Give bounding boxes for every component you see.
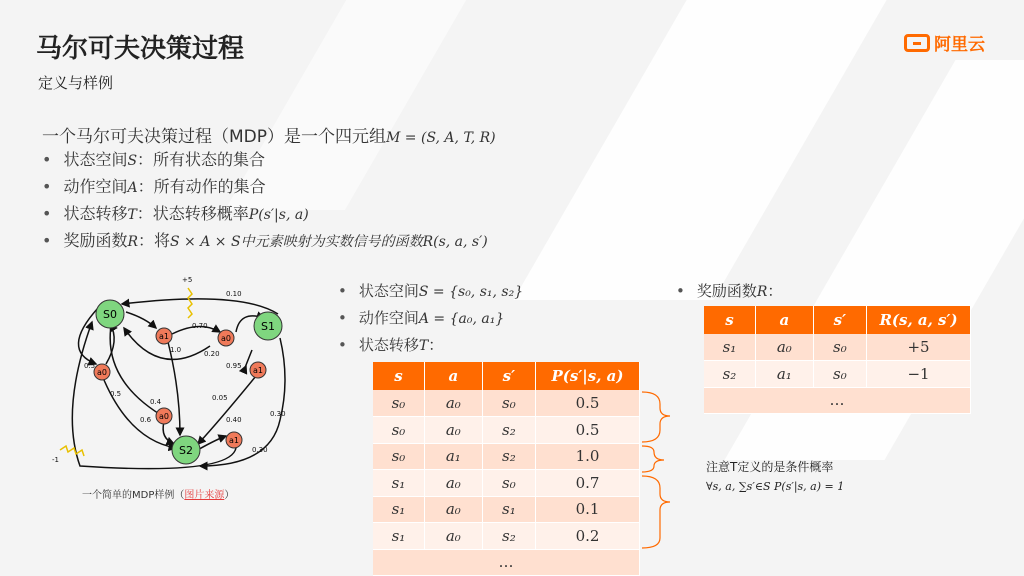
note-text: 注意T定义的是条件概率: [706, 460, 834, 474]
definition-state-space: • 状态空间S：所有状态的集合: [42, 147, 488, 174]
column-header: a: [424, 362, 482, 390]
example-state-space: • 状态空间S = {s₀, s₁, s₂}: [338, 278, 523, 305]
state-node-s1: S1: [261, 320, 275, 333]
state-node-s0: S0: [103, 308, 117, 321]
table-header-row: [373, 362, 640, 390]
table-header-row: [704, 306, 971, 334]
edge-label: 0.20: [204, 350, 220, 358]
edge-label: 0.4: [150, 398, 162, 406]
intro-text: 一个马尔可夫决策过程（MDP）是一个四元组: [42, 127, 387, 147]
grouping-brace: [640, 390, 676, 550]
definition-action-space: • 动作空间A：所有动作的集合: [42, 174, 488, 201]
action-node-a1: a1: [253, 366, 263, 375]
table-row-ellipsis: …: [704, 387, 971, 414]
column-header: P(s′|s, a): [536, 362, 640, 390]
definition-transition: • 状态转移T：状态转移概率P(s′|s, a): [42, 201, 488, 228]
logo-text: 阿里云: [934, 35, 985, 55]
table-row: s₁ a₀ s₂ 0.2: [373, 523, 640, 550]
action-node-a1: a1: [159, 332, 169, 341]
action-node-a0: a0: [97, 368, 107, 377]
state-node-s2: S2: [179, 444, 193, 457]
diagram-caption: 一个简单的MDP样例（图片来源）: [82, 490, 235, 501]
table-row-ellipsis: …: [373, 549, 640, 576]
aliyun-logo-icon: [904, 34, 930, 52]
action-node-a0: a0: [159, 412, 169, 421]
aliyun-logo: [904, 30, 985, 55]
table-row: s₀ a₁ s₂ 1.0: [373, 443, 640, 470]
table-row: s₁ a₀ s₀ +5: [704, 334, 971, 361]
bg-stripe: [513, 0, 886, 300]
definition-list: [42, 147, 488, 255]
edge-label: 1.0: [170, 346, 182, 354]
image-source-link[interactable]: 图片来源: [184, 490, 225, 501]
reward-table: [704, 306, 971, 414]
table-row: s₁ a₀ s₁ 0.1: [373, 496, 640, 523]
edge-label: 0.6: [140, 416, 152, 424]
edge-label: 0.30: [270, 410, 286, 418]
example-list: [338, 278, 523, 359]
transition-table: [373, 362, 640, 576]
note-formula: ∀s, a, ∑s′∈S P(s′|s, a) = 1: [706, 480, 845, 493]
action-node-a0: a0: [221, 334, 231, 343]
table-row: s₂ a₁ s₀ −1: [704, 361, 971, 388]
mdp-diagram: [40, 270, 300, 480]
column-header: s: [373, 362, 424, 390]
reward-list: [676, 278, 782, 305]
edge-label: 0.40: [226, 416, 242, 424]
column-header: s′: [482, 362, 535, 390]
edge-label: 0.10: [226, 290, 242, 298]
intro-line: [42, 122, 496, 147]
edge-label: 0.70: [192, 322, 208, 330]
edge-label: 0.05: [212, 394, 228, 402]
intro-formula: M = (S, A, T, R): [386, 130, 496, 146]
column-header: s′: [813, 306, 866, 334]
table-row: s₁ a₀ s₀ 0.7: [373, 470, 640, 497]
edge-label: +5: [182, 276, 193, 284]
example-reward: • 奖励函数R：: [676, 278, 782, 305]
page-title: 马尔可夫决策过程: [36, 34, 245, 64]
table-row: s₀ a₀ s₀ 0.5: [373, 390, 640, 417]
edge-label: 0.5: [110, 390, 122, 398]
column-header: R(s, a, s′): [867, 306, 971, 334]
example-transition: • 状态转移T：: [338, 332, 523, 359]
edge-label: 0.95: [226, 362, 242, 370]
action-node-a1: a1: [229, 436, 239, 445]
edge-label: -1: [52, 456, 59, 464]
edge-label: 0.5: [84, 362, 96, 370]
page-subtitle: 定义与样例: [38, 74, 114, 92]
edge-label: 0.30: [252, 446, 268, 454]
example-action-space: • 动作空间A = {a₀, a₁}: [338, 305, 523, 332]
column-header: s: [704, 306, 755, 334]
column-header: a: [755, 306, 813, 334]
definition-reward: • 奖励函数R：将S × A × S中元素映射为实数信号的函数R(s, a, s′): [42, 228, 488, 255]
table-row: s₀ a₀ s₂ 0.5: [373, 417, 640, 444]
